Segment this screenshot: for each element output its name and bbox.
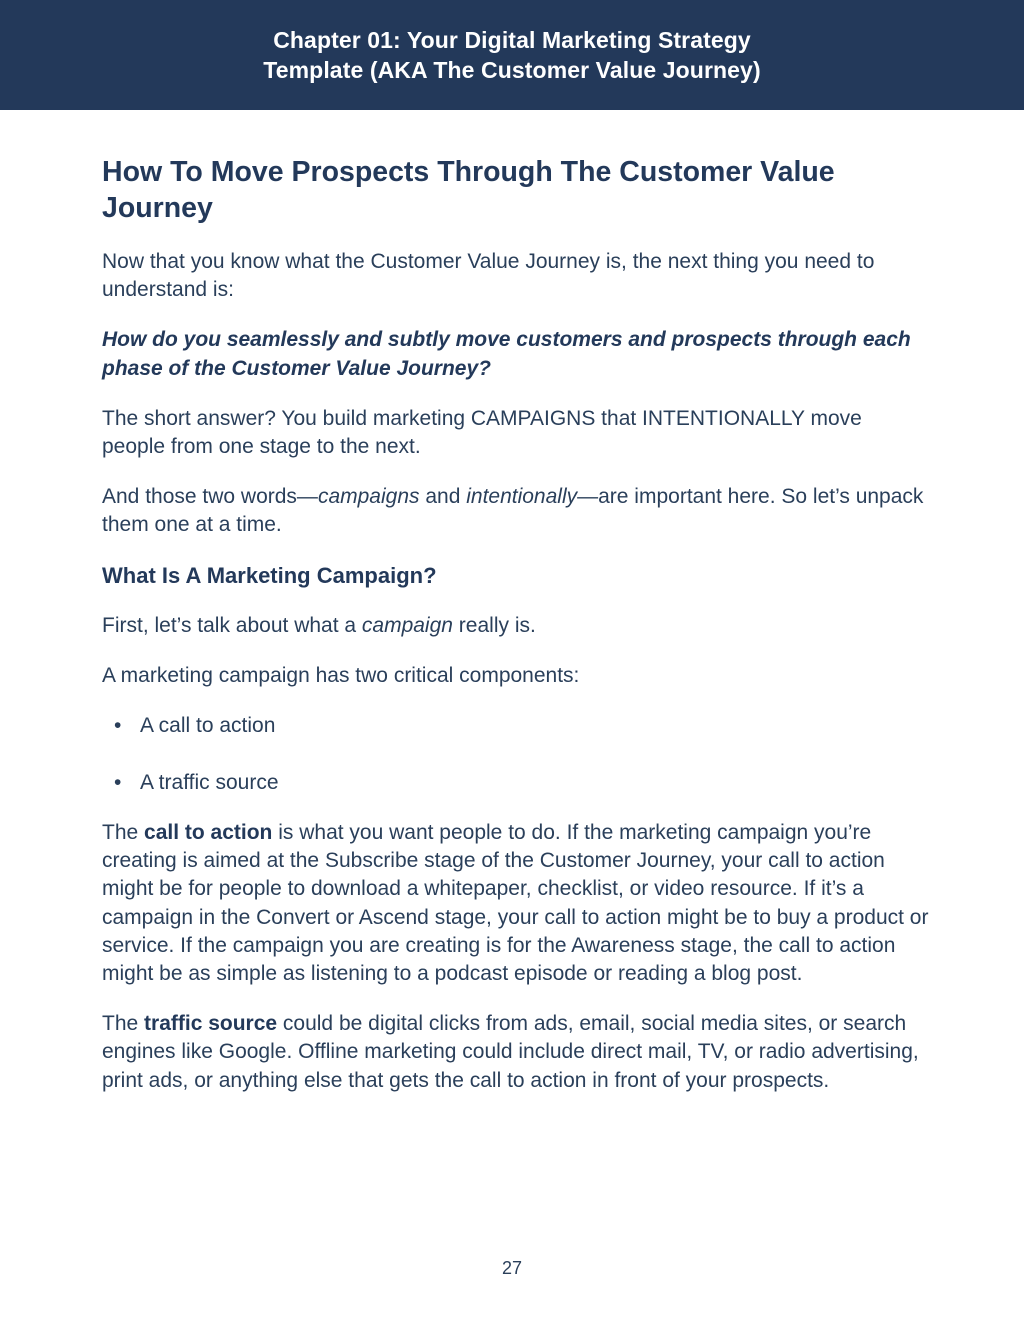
list-item	[102, 712, 930, 740]
emphasis-campaign: campaign	[361, 613, 453, 637]
callout-question: How do you seamlessly and subtly move customers and prospects through each phase of the Customer Value Journey?	[102, 328, 911, 380]
short-answer-paragraph: The short answer? You build marketing CAMPAIGNS that INTENTIONALLY move people from one stage to the next.	[102, 406, 862, 459]
cta-text: is what you want people to do. If the marketing campaign you’re creating is aimed at the Subscribe stage of the Customer Journey, your call to action might be for people to download a whitepaper, checklist, or video resource. If it’s a campaign in the Convert or Ascend stage, your call to action might be to buy a product or service. If the campaign you are creating is for the Awareness stage, the call to action might be as simple as listening to a podcast episode or reading a blog post.	[102, 821, 929, 986]
two-words-text: —are important here. So let’s unpack them one at a time.	[102, 485, 924, 537]
traffic-text: could be digital clicks from ads, email, social media sites, or search engines like Google. Offline marketing could include direct mail, TV, or radio advertising, print ads, or anything else that gets the call to action in front of your prospects.	[102, 1012, 919, 1092]
two-words-paragraph	[102, 483, 930, 539]
chapter-title-line-1: Chapter 01: Your Digital Marketing Strategy	[273, 27, 751, 53]
list-item-text: A traffic source	[140, 771, 279, 795]
bold-traffic-source: traffic source	[144, 1012, 278, 1036]
traffic-source-paragraph	[102, 1010, 930, 1095]
emphasis-intentionally: intentionally	[466, 485, 578, 509]
first-talk-text: really is.	[452, 613, 536, 637]
components-intro-paragraph: A marketing campaign has two critical components:	[102, 663, 580, 687]
section-title: How To Move Prospects Through The Customer Value Journey	[102, 156, 835, 224]
first-talk-paragraph	[102, 612, 930, 640]
page-number: 27	[501, 1258, 523, 1278]
two-words-text: and	[419, 485, 467, 509]
emphasis-campaigns: campaigns	[317, 485, 420, 509]
call-to-action-paragraph	[102, 819, 930, 988]
two-words-text: And those two words—	[102, 485, 318, 509]
page-content	[102, 154, 930, 1117]
list-item	[102, 769, 930, 797]
bullet-icon: •	[114, 771, 122, 795]
bold-call-to-action: call to action	[144, 821, 273, 845]
intro-paragraph: Now that you know what the Customer Value Journey is, the next thing you need to understand is:	[102, 250, 875, 302]
cta-text: The	[102, 821, 145, 845]
bullet-icon: •	[114, 714, 122, 738]
subheading-marketing-campaign: What Is A Marketing Campaign?	[102, 562, 437, 588]
list-item-text: A call to action	[140, 714, 276, 738]
components-list	[102, 712, 930, 797]
traffic-text: The	[102, 1012, 145, 1036]
chapter-header-banner	[0, 0, 1024, 110]
first-talk-text: First, let’s talk about what a	[102, 613, 362, 637]
chapter-title-line-2: Template (AKA The Customer Value Journey)	[263, 57, 761, 83]
